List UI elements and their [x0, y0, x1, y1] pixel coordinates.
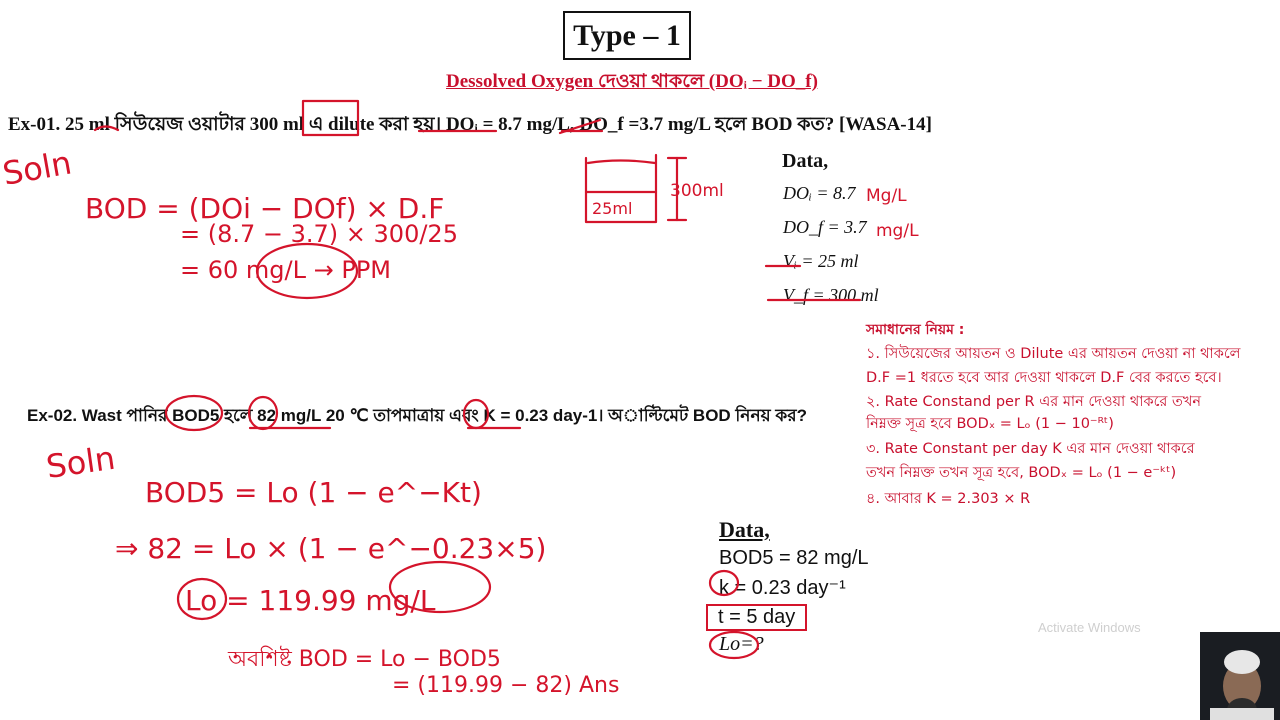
ex1-line1: BOD = (DOi − DOf) × D.F [85, 192, 445, 225]
ex1-line2: = (8.7 − 3.7) × 300/25 [180, 220, 458, 248]
data-1-doi: DOᵢ = 8.7 [783, 183, 856, 203]
rule-1a: ১. সিউয়েজের আয়তন ও Dilute এর আয়তন দেওয়া না থাকলে [866, 346, 1241, 362]
webcam-overlay [1200, 632, 1280, 720]
data-2-bod5: BOD5 = 82 mg/L [719, 547, 869, 569]
ex1-soln-label: Soln [0, 143, 75, 193]
ex2-soln-label: Soln [43, 438, 118, 486]
page-title: Type – 1 [563, 11, 691, 60]
section-subtitle: Dessolved Oxygen দেওয়া থাকলে (DOᵢ − DO_f) [446, 71, 818, 92]
data-2-lo: Lo=? [719, 633, 764, 655]
windows-watermark: Activate Windows [1038, 620, 1141, 635]
example-1-question: Ex-01. 25 ml সিউয়েজ ওয়াটার 300 ml এ dilute করা হয়। DOᵢ = 8.7 mg/L, DO_f =3.7 mg/L হলে BOD কত? [WASA-14] [8, 114, 932, 135]
data-1-dof-unit: mg/L [876, 221, 919, 241]
tank-outer-label: 300ml [670, 181, 724, 201]
ex2-lo-circle [178, 579, 226, 619]
tank-water-line [588, 161, 655, 164]
rules-heading: সমাধানের নিয়ম : [866, 322, 965, 338]
ex2-line1: BOD5 = Lo (1 − e^−Kt) [145, 476, 482, 509]
data-1-vi: Vᵢ = 25 ml [783, 251, 859, 271]
ex2-line3: Lo = 119.99 mg/L [185, 584, 436, 617]
ex2-line2: ⇒ 82 = Lo × (1 − e^−0.23×5) [115, 532, 547, 565]
data-1-doi-unit: Mg/L [866, 186, 907, 206]
data-2-k: k = 0.23 day⁻¹ [719, 577, 846, 599]
ex2-line5: = (119.99 − 82) Ans [392, 673, 620, 698]
ex1-line3: = 60 mg/L → PPM [180, 256, 391, 284]
data-2-heading: Data, [719, 517, 770, 542]
rule-1b: D.F =1 ধরতে হবে আর দেওয়া থাকলে D.F বের করতে হবে। [866, 370, 1222, 386]
tank-sketch [586, 155, 656, 222]
rule-3b: তখন নিম্নক্ত তখন সূত্র হবে, BODₓ = Lₒ (1 − e⁻ᵏᵗ) [866, 465, 1177, 481]
rule-3a: ৩. Rate Constant per day K এর মান দেওয়া থাকরে [866, 441, 1195, 457]
ex2-mgl-circle [390, 562, 490, 612]
ex2-line4: অবশিষ্ট BOD = Lo − BOD5 [228, 647, 501, 672]
data-2-t: t = 5 day [706, 604, 807, 631]
ex1-result-circle [257, 244, 357, 298]
rule-2b: নিম্নক্ত সূত্র হবে BODₓ = Lₒ (1 − 10⁻ᴿᵗ) [866, 416, 1114, 432]
data-1-heading: Data, [782, 150, 829, 172]
rule-4: ৪. আবার K = 2.303 × R [866, 491, 1031, 507]
tank-inner-label: 25ml [592, 199, 633, 218]
example-2-question: Ex-02. Wast পানির BOD5 হলে 82 mg/L 20 ℃ তাপমাত্রায় এবং K = 0.23 day-1। অাল্টিমেট BOD নিনয় কর? [27, 406, 807, 425]
data-1-dof: DO_f = 3.7 [783, 217, 867, 237]
data-1-vf: V_f = 300 ml [783, 285, 879, 305]
rule-2a: ২. Rate Constand per R এর মান দেওয়া থাকরে তখন [866, 394, 1202, 410]
